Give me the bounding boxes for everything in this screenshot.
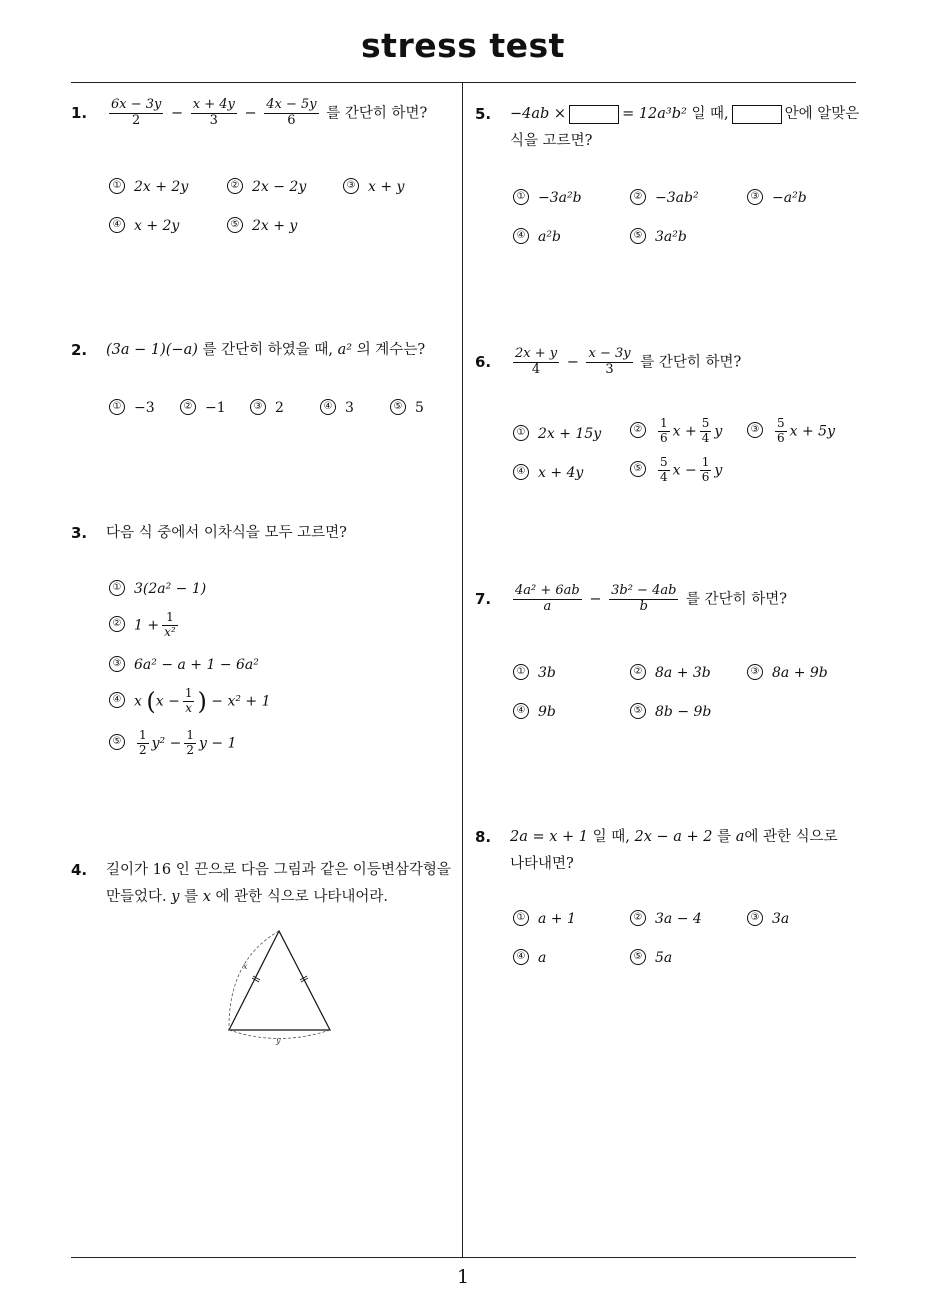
question-number: 6.: [475, 353, 492, 371]
choice-5[interactable]: ⑤ 2x + y: [227, 218, 297, 234]
choice-1[interactable]: ① 3b: [513, 665, 556, 681]
choice-3[interactable]: ③ $\frac{5}{6}$ x + 5y: [747, 417, 835, 446]
question-text: 를 간단히 하면?: [640, 354, 742, 371]
side-label: x: [243, 962, 248, 971]
choice-1[interactable]: ① 2x + 2y: [109, 179, 188, 195]
choice-2[interactable]: ② 8a + 3b: [630, 665, 711, 681]
question-stem: 길이가 16 인 끈으로 다음 그림과 같은 이등변삼각형을 만들었다. y 를 x 에 관한 식으로 나타내어라.: [106, 862, 451, 905]
choice-4[interactable]: ④ a: [513, 950, 546, 966]
page-title: stress test: [361, 26, 565, 65]
choice-2[interactable]: ② $\frac{1}{6}$ x + $\frac{5}{4}$ y: [630, 417, 722, 446]
page-number: 1: [456, 1266, 470, 1288]
question-number: 4.: [71, 861, 88, 879]
column-divider: [462, 83, 463, 1257]
blank-box: [569, 105, 619, 124]
choice-1[interactable]: ① 2x + 15y: [513, 426, 601, 442]
question-number: 2.: [71, 341, 88, 359]
bottom-rule: [71, 1257, 856, 1258]
question-stem: $\frac{6x - 3y}{2}$ − $\frac{x + 4y}{3}$ − $\frac{4x - 5y}{6}$ 를 간단히 하면?: [111, 97, 428, 128]
question-number: 5.: [475, 105, 492, 123]
choice-3[interactable]: ③ 2: [250, 400, 284, 416]
fraction: $\frac{6x - 3y}{2}$: [111, 97, 162, 128]
choice-2[interactable]: ② 3a − 4: [630, 911, 702, 927]
question-number: 1.: [71, 104, 88, 122]
choice-4[interactable]: ④ a²b: [513, 229, 561, 245]
choice-1[interactable]: ① −3a²b: [513, 190, 582, 206]
question-stem: $\frac{2x + y}{4}$ − $\frac{x - 3y}{3}$ 를 간단히 하면?: [515, 346, 742, 377]
choice-4[interactable]: ④ x + 4y: [513, 465, 583, 481]
choice-4[interactable]: ④ 3: [320, 400, 354, 416]
question-stem: $\frac{\text{4a² + 6ab}}{a}$ − $\frac{\text{3b² − 4ab}}{b}$ 를 간단히 하면?: [515, 583, 788, 614]
choice-5[interactable]: ⑤ 5: [390, 400, 424, 416]
choice-3[interactable]: ③ 3a: [747, 911, 789, 927]
question-number: 8.: [475, 828, 492, 846]
choice-3[interactable]: ③ 6a² − a + 1 − 6a²: [109, 657, 259, 673]
choice-1[interactable]: ① a + 1: [513, 911, 576, 927]
choice-4[interactable]: ④ 9b: [513, 704, 556, 720]
choice-5[interactable]: ⑤ 3a²b: [630, 229, 687, 245]
choice-3[interactable]: ③ 8a + 9b: [747, 665, 828, 681]
question-stem: (3a − 1)(−a) 를 간단히 하였을 때, a² 의 계수는?: [106, 342, 426, 358]
choice-5[interactable]: ⑤ $\frac{5}{4}$ x − $\frac{1}{6}$ y: [630, 456, 722, 485]
question-text: 다음 식 중에서 이차식을 모두 고르면?: [106, 525, 347, 541]
choice-2[interactable]: ② −1: [180, 400, 226, 416]
choice-4[interactable]: ④ x + 2y: [109, 218, 179, 234]
choice-2[interactable]: ② −3ab²: [630, 190, 699, 206]
choice-1[interactable]: ① 3(2a² − 1): [109, 581, 206, 597]
choice-5[interactable]: ⑤ $\frac{1}{2}$ y² − $\frac{1}{2}$ y − 1: [109, 729, 236, 758]
choice-1[interactable]: ① −3: [109, 400, 155, 416]
choice-3[interactable]: ③ −a²b: [747, 190, 807, 206]
triangle: [229, 931, 330, 1030]
choice-5[interactable]: ⑤ 8b − 9b: [630, 704, 711, 720]
choice-2[interactable]: ② 2x − 2y: [227, 179, 306, 195]
question-number: 7.: [475, 590, 492, 608]
choice-5[interactable]: ⑤ 5a: [630, 950, 672, 966]
blank-box: [732, 105, 782, 124]
fraction: $\frac{4x - 5y}{6}$: [266, 97, 317, 128]
choice-2[interactable]: ② 1 + $\frac{1}{\text{x²}}$: [109, 611, 181, 640]
choice-4[interactable]: ④ x (x − $\frac{1}{x}$ ) − x² + 1: [109, 687, 271, 716]
isosceles-triangle-figure: [222, 925, 342, 1050]
question-stem: 2a = x + 1 일 때, 2x − a + 2 를 a에 관한 식으로 나타내면?: [510, 829, 838, 872]
fraction: $\frac{x + 4y}{3}$: [192, 97, 235, 128]
question-stem: −4ab × = 12a³b² 일 때, 안에 알맞은 식을 고르면?: [510, 106, 860, 149]
question-number: 3.: [71, 524, 88, 542]
choice-3[interactable]: ③ x + y: [343, 179, 404, 195]
top-rule: [71, 82, 856, 83]
question-text: 를 간단히 하면?: [686, 591, 788, 608]
base-label: y: [276, 1036, 281, 1045]
question-text: 를 간단히 하면?: [326, 105, 428, 122]
